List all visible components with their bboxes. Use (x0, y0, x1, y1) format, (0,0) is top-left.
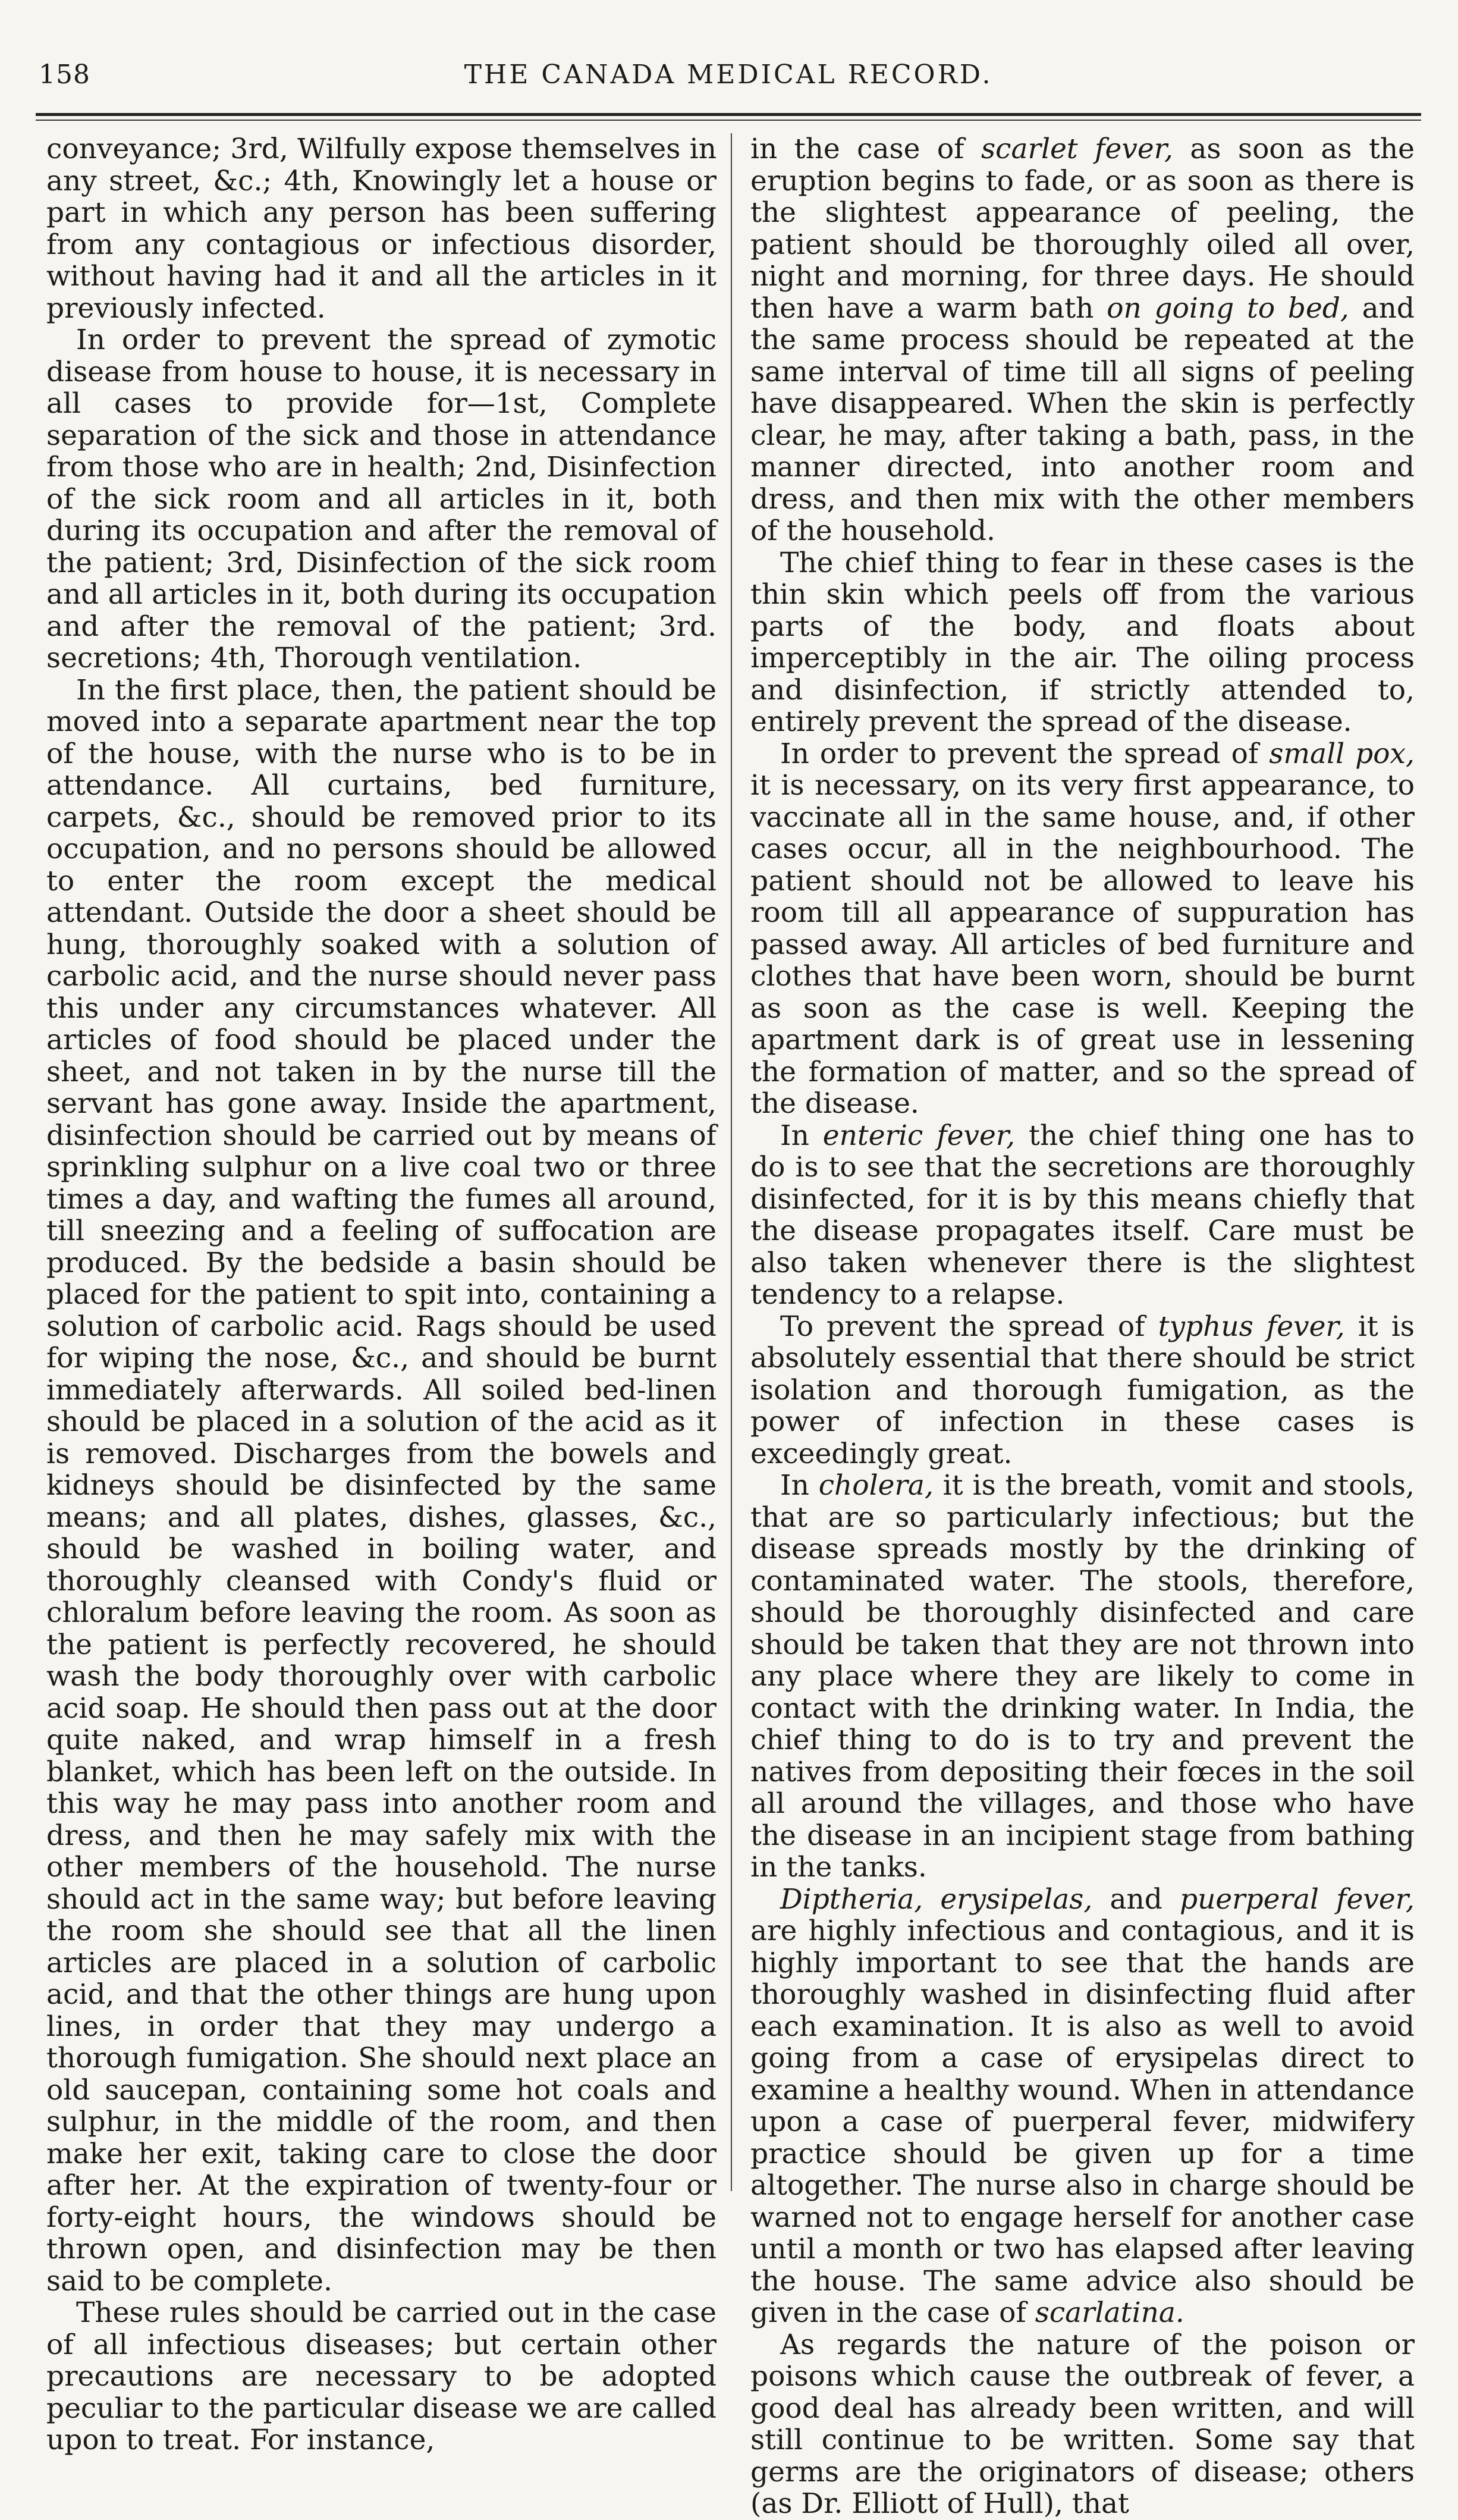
paragraph: In the first place, then, the patient should be moved into a separate apartment near the top of the house, with the nurse who is to be in attendance. All curtains, bed furniture, carpets, &c., should be removed prior to its occupation, and no persons should be allowed to enter the room except the medical attendant. Outside the door a sheet should be hung, thoroughly soaked with a solution of carbolic acid, and the nurse should never pass this under any circumstances whatever. All articles of food should be placed under the sheet, and not taken in by the nurse till the servant has gone away. Inside the apartment, disinfection should be carried out by means of sprinkling sulphur on a live coal two or three times a day, and wafting the fumes all around, till sneezing and a feeling of suffocation are produced. By the bedside a basin should be placed for the patient to spit into, containing a solution of carbolic acid. Rags should be used for wiping the nose, &c., and should be burnt immediately afterwards. All soiled bed-linen should be placed in a solution of the acid as it is removed. Discharges from the bowels and kidneys should be disinfected by the same means; and all plates, dishes, glasses, &c., should be washed in boiling water, and thoroughly cleansed with Condy's fluid or chloralum before leaving the room. As soon as the patient is perfectly recovered, he should wash the body thoroughly over with carbolic acid soap. He should then pass out at the door quite naked, and wrap himself in a fresh blanket, which has been left on the outside. In this way he may pass into another room and dress, and then he may safely mix with the other members of the household. The nurse should act in the same way; but before leaving the room she should see that all the linen articles are placed in a solution of carbolic acid, and that the other things are hung upon lines, in order that they may undergo a thorough fumigation. She should next place an old saucepan, containing some hot coals and sulphur, in the middle of the room, and then make her exit, taking care to close the door after her. At the expiration of twenty-four or forty-eight hours, the windows should be thrown open, and disinfection may be then said to be complete. (46, 673, 717, 2298)
paragraph-typhus-fever: To prevent the spread of typhus fever, it is absolutely essential that there should be strict isolation and thorough fumigation, as the power of infection in these cases is exceedingly great. (750, 1310, 1415, 1470)
page-number: 158 (39, 59, 90, 90)
left-column (46, 133, 717, 2456)
paragraph-enteric-fever: In enteric fever, the chief thing one has to do is to see that the secretions are thoroughly disinfected, for it is by this means chiefly that the disease propagates itself. Care must be also taken whenever there is the slightest tendency to a relapse. (750, 1119, 1415, 1311)
journal-title: THE CANADA MEDICAL RECORD. (464, 59, 993, 90)
right-column (750, 133, 1415, 2520)
page-header (36, 55, 1421, 102)
header-rule-thin (36, 120, 1421, 121)
paragraph-cholera: In cholera, it is the breath, vomit and stools, that are so particularly infectious; but the disease spreads mostly by the drinking of contaminated water. The stools, therefore, should be thoroughly disinfected and care should be taken that they are not thrown into any place where they are likely to come in contact with the drinking water. In India, the chief thing to do is to try and prevent the natives from depositing their fœces in the soil all around the villages, and those who have the disease in an incipient stage from bathing in the tanks. (750, 1469, 1415, 1884)
paragraph-diptheria: Diptheria, erysipelas, and puerperal fever, are highly infectious and contagious, and it is highly important to see that the hands are thoroughly washed in disinfecting fluid after each examination. It is also as well to avoid going from a case of erysipelas direct to examine a healthy wound. When in attendance upon a case of puerperal fever, midwifery practice should be given up for a time altogether. The nurse also in charge should be warned not to engage herself for another case until a month or two has elapsed after leaving the house. The same advice also should be given in the case of scarlatina. (750, 1882, 1415, 2329)
paragraph: As regards the nature of the poison or poisons which cause the outbreak of fever, a good deal has already been written, and will still continue to be written. Some say that germs are the originators of disease; others (as Dr. Elliott of Hull), that (750, 2328, 1415, 2520)
paragraph-small-pox: In order to prevent the spread of small pox, it is necessary, on its very first appearance, to vaccinate all in the same house, and, if other cases occur, all in the neighbourhood. The patient should not be allowed to leave his room till all appearance of suppuration has passed away. All articles of bed furniture and clothes that have been worn, should be burnt as soon as the case is well. Keeping the apartment dark is of great use in lessening the formation of matter, and so the spread of the disease. (750, 737, 1415, 1120)
paragraph: In order to prevent the spread of zymotic disease from house to house, it is necessary in all cases to provide for—1st, Complete separation of the sick and those in attendance from those who are in health; 2nd, Disinfection of the sick room and all articles in it, both during its occupation and after the removal of the patient; 3rd, Disinfection of the sick room and all articles in it, both during its occupation and after the removal of the patient; 3rd. secretions; 4th, Thorough ventilation. (46, 324, 717, 674)
header-rule-thick (36, 113, 1421, 116)
paragraph: conveyance; 3rd, Wilfully expose themselves in any street, &c.; 4th, Knowingly let a house or part in which any person has been suffering from any contagious or infectious disorder, without having had it and all the articles in it previously infected. (46, 133, 717, 325)
paragraph: These rules should be carried out in the case of all infectious diseases; but certain other precautions are necessary to be adopted peculiar to the particular disease we are called upon to treat. For instance, (46, 2296, 717, 2456)
paragraph: The chief thing to fear in these cases is the thin skin which peels off from the various parts of the body, and floats about imperceptibly in the air. The oiling process and disinfection, if strictly attended to, entirely prevent the spread of the disease. (750, 546, 1415, 738)
paragraph-scarlet-fever: in the case of scarlet fever, as soon as the eruption begins to fade, or as soon as there is the slightest appearance of peeling, the patient should be thoroughly oiled all over, night and morning, for three days. He should then have a warm bath on going to bed, and the same process should be repeated at the same interval of time till all signs of peeling have disappeared. When the skin is perfectly clear, he may, after taking a bath, pass, in the manner directed, into another room and dress, and then mix with the other members of the household. (750, 133, 1415, 547)
column-divider (731, 133, 732, 2191)
